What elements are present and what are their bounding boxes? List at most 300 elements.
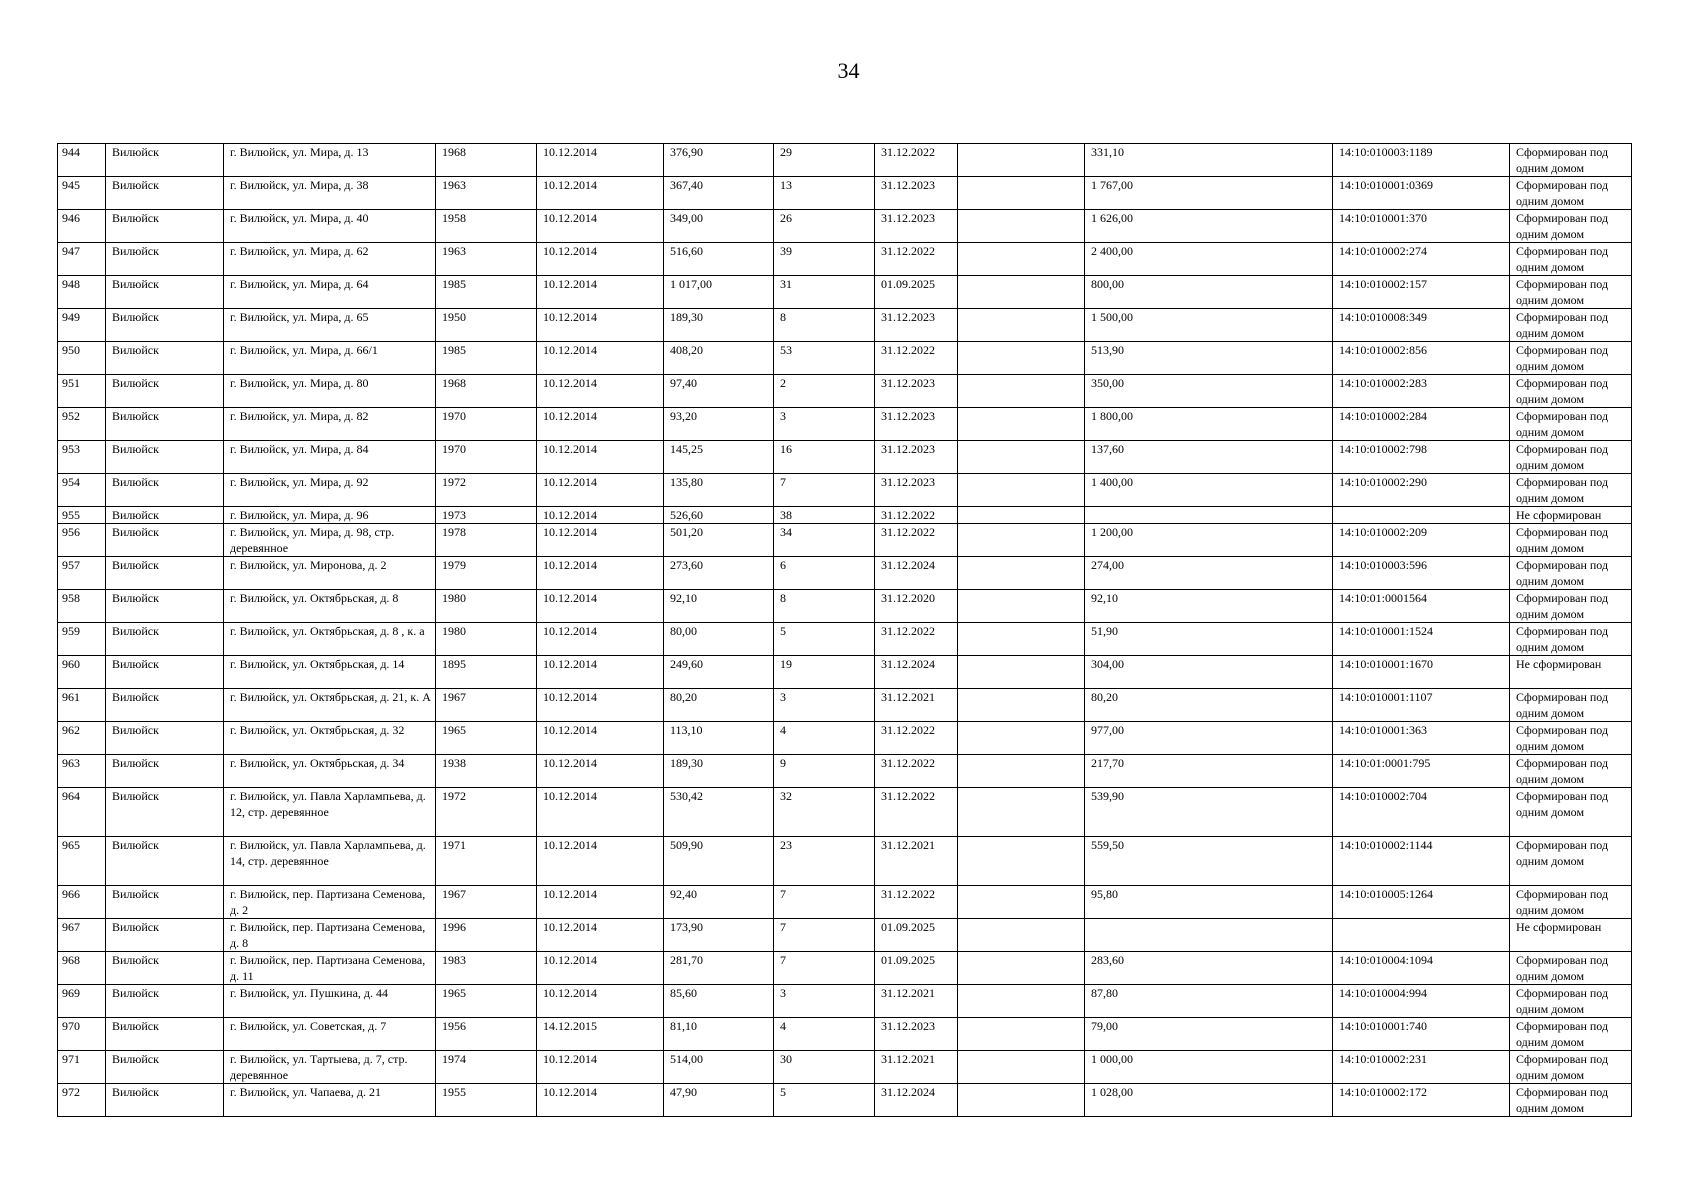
blank-cell-cell: [958, 788, 1085, 837]
settlement-cell: Вилюйск: [106, 177, 224, 210]
registry-body: [58, 144, 1632, 1117]
table-row: [58, 623, 1632, 656]
inclusion-date-cell: 10.12.2014: [537, 441, 664, 474]
resettlement-deadline-cell: 31.12.2022: [875, 342, 958, 375]
total-area-cell: 501,20: [664, 524, 774, 557]
row-number-cell: 956: [58, 524, 106, 557]
land-area-cell: 350,00: [1085, 375, 1333, 408]
settlement-cell: Вилюйск: [106, 441, 224, 474]
page-number: 34: [837, 58, 860, 83]
land-area-cell: 331,10: [1085, 144, 1333, 177]
land-area-cell: 1 800,00: [1085, 408, 1333, 441]
table-row: [58, 507, 1632, 524]
resettlement-deadline-cell: 31.12.2022: [875, 722, 958, 755]
build-year-cell: 1983: [436, 952, 537, 985]
address-cell: г. Вилюйск, пер. Партизана Семенова, д. 2: [224, 886, 436, 919]
blank-cell-cell: [958, 276, 1085, 309]
settlement-cell: Вилюйск: [106, 886, 224, 919]
settlement-cell: Вилюйск: [106, 210, 224, 243]
inclusion-date-cell: 10.12.2014: [537, 919, 664, 952]
row-number-cell: 952: [58, 408, 106, 441]
settlement-cell: Вилюйск: [106, 1051, 224, 1084]
row-number-cell: 958: [58, 590, 106, 623]
cadastral-number-cell: 14:10:01:0001:795: [1333, 755, 1510, 788]
resettlement-deadline-cell: 31.12.2023: [875, 309, 958, 342]
blank-cell-cell: [958, 590, 1085, 623]
residents-count-cell: 39: [774, 243, 875, 276]
residents-count-cell: 7: [774, 886, 875, 919]
cadastral-number-cell: 14:10:010008:349: [1333, 309, 1510, 342]
inclusion-date-cell: 10.12.2014: [537, 177, 664, 210]
land-status-cell: Сформирован под одним домом: [1510, 952, 1632, 985]
row-number-cell: 972: [58, 1084, 106, 1117]
address-cell: г. Вилюйск, ул. Октябрьская, д. 21, к. А: [224, 689, 436, 722]
resettlement-deadline-cell: 31.12.2024: [875, 656, 958, 689]
blank-cell-cell: [958, 985, 1085, 1018]
land-status-cell: Сформирован под одним домом: [1510, 243, 1632, 276]
settlement-cell: Вилюйск: [106, 507, 224, 524]
cadastral-number-cell: [1333, 919, 1510, 952]
residents-count-cell: 29: [774, 144, 875, 177]
settlement-cell: Вилюйск: [106, 952, 224, 985]
cadastral-number-cell: 14:10:010002:290: [1333, 474, 1510, 507]
inclusion-date-cell: 10.12.2014: [537, 623, 664, 656]
residents-count-cell: 8: [774, 590, 875, 623]
resettlement-deadline-cell: 31.12.2023: [875, 441, 958, 474]
row-number-cell: 953: [58, 441, 106, 474]
settlement-cell: Вилюйск: [106, 755, 224, 788]
total-area-cell: 97,40: [664, 375, 774, 408]
resettlement-deadline-cell: 31.12.2022: [875, 623, 958, 656]
settlement-cell: Вилюйск: [106, 342, 224, 375]
cadastral-number-cell: 14:10:010002:283: [1333, 375, 1510, 408]
table-row: [58, 689, 1632, 722]
residents-count-cell: 4: [774, 722, 875, 755]
resettlement-deadline-cell: 31.12.2023: [875, 1018, 958, 1051]
cadastral-number-cell: 14:10:010002:172: [1333, 1084, 1510, 1117]
land-status-cell: Сформирован под одним домом: [1510, 788, 1632, 837]
build-year-cell: 1979: [436, 557, 537, 590]
total-area-cell: 81,10: [664, 1018, 774, 1051]
land-status-cell: Сформирован под одним домом: [1510, 524, 1632, 557]
cadastral-number-cell: 14:10:01:0001564: [1333, 590, 1510, 623]
build-year-cell: 1895: [436, 656, 537, 689]
address-cell: г. Вилюйск, пер. Партизана Семенова, д. 11: [224, 952, 436, 985]
residents-count-cell: 5: [774, 1084, 875, 1117]
build-year-cell: 1978: [436, 524, 537, 557]
inclusion-date-cell: 10.12.2014: [537, 755, 664, 788]
land-area-cell: 1 028,00: [1085, 1084, 1333, 1117]
inclusion-date-cell: 10.12.2014: [537, 210, 664, 243]
land-area-cell: 1 000,00: [1085, 1051, 1333, 1084]
cadastral-number-cell: 14:10:010004:1094: [1333, 952, 1510, 985]
inclusion-date-cell: 10.12.2014: [537, 788, 664, 837]
cadastral-number-cell: 14:10:010002:856: [1333, 342, 1510, 375]
inclusion-date-cell: 10.12.2014: [537, 309, 664, 342]
total-area-cell: 189,30: [664, 309, 774, 342]
row-number-cell: 963: [58, 755, 106, 788]
resettlement-deadline-cell: 31.12.2022: [875, 507, 958, 524]
resettlement-deadline-cell: 31.12.2023: [875, 210, 958, 243]
cadastral-number-cell: [1333, 507, 1510, 524]
blank-cell-cell: [958, 507, 1085, 524]
residents-count-cell: 7: [774, 952, 875, 985]
cadastral-number-cell: 14:10:010001:370: [1333, 210, 1510, 243]
resettlement-deadline-cell: 31.12.2022: [875, 886, 958, 919]
residents-count-cell: 53: [774, 342, 875, 375]
build-year-cell: 1965: [436, 722, 537, 755]
settlement-cell: Вилюйск: [106, 309, 224, 342]
residents-count-cell: 32: [774, 788, 875, 837]
inclusion-date-cell: 10.12.2014: [537, 243, 664, 276]
land-status-cell: Сформирован под одним домом: [1510, 144, 1632, 177]
residents-count-cell: 5: [774, 623, 875, 656]
row-number-cell: 955: [58, 507, 106, 524]
land-status-cell: Не сформирован: [1510, 919, 1632, 952]
blank-cell-cell: [958, 309, 1085, 342]
land-status-cell: Сформирован под одним домом: [1510, 276, 1632, 309]
total-area-cell: 509,90: [664, 837, 774, 886]
total-area-cell: 349,00: [664, 210, 774, 243]
land-area-cell: 977,00: [1085, 722, 1333, 755]
row-number-cell: 970: [58, 1018, 106, 1051]
inclusion-date-cell: 10.12.2014: [537, 1084, 664, 1117]
land-area-cell: 2 400,00: [1085, 243, 1333, 276]
build-year-cell: 1985: [436, 342, 537, 375]
address-cell: г. Вилюйск, ул. Мира, д. 82: [224, 408, 436, 441]
total-area-cell: 273,60: [664, 557, 774, 590]
inclusion-date-cell: 10.12.2014: [537, 507, 664, 524]
blank-cell-cell: [958, 243, 1085, 276]
row-number-cell: 950: [58, 342, 106, 375]
row-number-cell: 948: [58, 276, 106, 309]
land-area-cell: 1 200,00: [1085, 524, 1333, 557]
total-area-cell: 93,20: [664, 408, 774, 441]
row-number-cell: 969: [58, 985, 106, 1018]
table-row: [58, 886, 1632, 919]
build-year-cell: 1972: [436, 788, 537, 837]
inclusion-date-cell: 10.12.2014: [537, 722, 664, 755]
blank-cell-cell: [958, 656, 1085, 689]
address-cell: г. Вилюйск, ул. Чапаева, д. 21: [224, 1084, 436, 1117]
row-number-cell: 966: [58, 886, 106, 919]
land-status-cell: Не сформирован: [1510, 656, 1632, 689]
resettlement-deadline-cell: 31.12.2022: [875, 755, 958, 788]
build-year-cell: 1950: [436, 309, 537, 342]
inclusion-date-cell: 10.12.2014: [537, 524, 664, 557]
land-status-cell: Сформирован под одним домом: [1510, 722, 1632, 755]
land-area-cell: 304,00: [1085, 656, 1333, 689]
blank-cell-cell: [958, 1084, 1085, 1117]
resettlement-deadline-cell: 31.12.2022: [875, 788, 958, 837]
row-number-cell: 968: [58, 952, 106, 985]
address-cell: г. Вилюйск, ул. Мира, д. 64: [224, 276, 436, 309]
inclusion-date-cell: 10.12.2014: [537, 985, 664, 1018]
residents-count-cell: 31: [774, 276, 875, 309]
land-area-cell: 1 400,00: [1085, 474, 1333, 507]
build-year-cell: 1965: [436, 985, 537, 1018]
address-cell: г. Вилюйск, ул. Октябрьская, д. 14: [224, 656, 436, 689]
row-number-cell: 949: [58, 309, 106, 342]
build-year-cell: 1968: [436, 375, 537, 408]
land-status-cell: Сформирован под одним домом: [1510, 689, 1632, 722]
address-cell: г. Вилюйск, ул. Мира, д. 13: [224, 144, 436, 177]
cadastral-number-cell: 14:10:010002:284: [1333, 408, 1510, 441]
resettlement-deadline-cell: 31.12.2021: [875, 837, 958, 886]
row-number-cell: 946: [58, 210, 106, 243]
build-year-cell: 1972: [436, 474, 537, 507]
cadastral-number-cell: 14:10:010002:209: [1333, 524, 1510, 557]
blank-cell-cell: [958, 210, 1085, 243]
total-area-cell: 85,60: [664, 985, 774, 1018]
table-row: [58, 276, 1632, 309]
row-number-cell: 957: [58, 557, 106, 590]
build-year-cell: 1958: [436, 210, 537, 243]
settlement-cell: Вилюйск: [106, 590, 224, 623]
address-cell: г. Вилюйск, ул. Павла Харлампьева, д. 12, стр. деревянное: [224, 788, 436, 837]
address-cell: г. Вилюйск, ул. Мира, д. 40: [224, 210, 436, 243]
land-status-cell: Сформирован под одним домом: [1510, 985, 1632, 1018]
address-cell: г. Вилюйск, ул. Мира, д. 96: [224, 507, 436, 524]
resettlement-deadline-cell: 31.12.2024: [875, 1084, 958, 1117]
blank-cell-cell: [958, 524, 1085, 557]
residents-count-cell: 4: [774, 1018, 875, 1051]
cadastral-number-cell: 14:10:010002:231: [1333, 1051, 1510, 1084]
resettlement-deadline-cell: 31.12.2021: [875, 985, 958, 1018]
table-row: [58, 788, 1632, 837]
build-year-cell: 1955: [436, 1084, 537, 1117]
settlement-cell: Вилюйск: [106, 276, 224, 309]
total-area-cell: 249,60: [664, 656, 774, 689]
total-area-cell: 189,30: [664, 755, 774, 788]
total-area-cell: 530,42: [664, 788, 774, 837]
blank-cell-cell: [958, 557, 1085, 590]
build-year-cell: 1963: [436, 177, 537, 210]
address-cell: г. Вилюйск, ул. Октябрьская, д. 8: [224, 590, 436, 623]
build-year-cell: 1963: [436, 243, 537, 276]
land-status-cell: Не сформирован: [1510, 507, 1632, 524]
row-number-cell: 964: [58, 788, 106, 837]
row-number-cell: 944: [58, 144, 106, 177]
land-status-cell: Сформирован под одним домом: [1510, 1084, 1632, 1117]
blank-cell-cell: [958, 722, 1085, 755]
residents-count-cell: 7: [774, 474, 875, 507]
address-cell: г. Вилюйск, ул. Советская, д. 7: [224, 1018, 436, 1051]
row-number-cell: 951: [58, 375, 106, 408]
housing-registry-table: [57, 143, 1632, 1117]
land-status-cell: Сформирован под одним домом: [1510, 342, 1632, 375]
address-cell: г. Вилюйск, ул. Миронова, д. 2: [224, 557, 436, 590]
table-row: [58, 408, 1632, 441]
residents-count-cell: 7: [774, 919, 875, 952]
blank-cell-cell: [958, 375, 1085, 408]
settlement-cell: Вилюйск: [106, 408, 224, 441]
cadastral-number-cell: 14:10:010005:1264: [1333, 886, 1510, 919]
total-area-cell: 376,90: [664, 144, 774, 177]
total-area-cell: 367,40: [664, 177, 774, 210]
settlement-cell: Вилюйск: [106, 375, 224, 408]
build-year-cell: 1996: [436, 919, 537, 952]
inclusion-date-cell: 10.12.2014: [537, 342, 664, 375]
table-row: [58, 474, 1632, 507]
residents-count-cell: 6: [774, 557, 875, 590]
address-cell: г. Вилюйск, ул. Мира, д. 98, стр. деревянное: [224, 524, 436, 557]
resettlement-deadline-cell: 31.12.2022: [875, 144, 958, 177]
cadastral-number-cell: 14:10:010001:1670: [1333, 656, 1510, 689]
land-status-cell: Сформирован под одним домом: [1510, 886, 1632, 919]
table-row: [58, 656, 1632, 689]
land-status-cell: Сформирован под одним домом: [1510, 441, 1632, 474]
land-area-cell: 51,90: [1085, 623, 1333, 656]
cadastral-number-cell: 14:10:010002:798: [1333, 441, 1510, 474]
inclusion-date-cell: 10.12.2014: [537, 886, 664, 919]
inclusion-date-cell: 10.12.2014: [537, 408, 664, 441]
blank-cell-cell: [958, 1018, 1085, 1051]
residents-count-cell: 26: [774, 210, 875, 243]
inclusion-date-cell: 10.12.2014: [537, 557, 664, 590]
resettlement-deadline-cell: 31.12.2023: [875, 408, 958, 441]
total-area-cell: 80,00: [664, 623, 774, 656]
total-area-cell: 281,70: [664, 952, 774, 985]
inclusion-date-cell: 10.12.2014: [537, 144, 664, 177]
table-row: [58, 1084, 1632, 1117]
cadastral-number-cell: 14:10:010002:157: [1333, 276, 1510, 309]
land-area-cell: 1 500,00: [1085, 309, 1333, 342]
inclusion-date-cell: 10.12.2014: [537, 1051, 664, 1084]
total-area-cell: 145,25: [664, 441, 774, 474]
blank-cell-cell: [958, 441, 1085, 474]
row-number-cell: 971: [58, 1051, 106, 1084]
settlement-cell: Вилюйск: [106, 689, 224, 722]
total-area-cell: 92,40: [664, 886, 774, 919]
resettlement-deadline-cell: 31.12.2021: [875, 1051, 958, 1084]
inclusion-date-cell: 10.12.2014: [537, 375, 664, 408]
inclusion-date-cell: 10.12.2014: [537, 837, 664, 886]
build-year-cell: 1970: [436, 408, 537, 441]
total-area-cell: 47,90: [664, 1084, 774, 1117]
blank-cell-cell: [958, 689, 1085, 722]
table-row: [58, 177, 1632, 210]
cadastral-number-cell: 14:10:010001:1107: [1333, 689, 1510, 722]
residents-count-cell: 30: [774, 1051, 875, 1084]
residents-count-cell: 8: [774, 309, 875, 342]
blank-cell-cell: [958, 919, 1085, 952]
land-status-cell: Сформирован под одним домом: [1510, 177, 1632, 210]
cadastral-number-cell: 14:10:010001:1524: [1333, 623, 1510, 656]
row-number-cell: 965: [58, 837, 106, 886]
residents-count-cell: 23: [774, 837, 875, 886]
build-year-cell: 1973: [436, 507, 537, 524]
land-area-cell: 95,80: [1085, 886, 1333, 919]
build-year-cell: 1967: [436, 886, 537, 919]
resettlement-deadline-cell: 31.12.2023: [875, 474, 958, 507]
inclusion-date-cell: 10.12.2014: [537, 689, 664, 722]
cadastral-number-cell: 14:10:010001:0369: [1333, 177, 1510, 210]
settlement-cell: Вилюйск: [106, 722, 224, 755]
address-cell: г. Вилюйск, пер. Партизана Семенова, д. 8: [224, 919, 436, 952]
land-area-cell: 80,20: [1085, 689, 1333, 722]
settlement-cell: Вилюйск: [106, 919, 224, 952]
table-row: [58, 210, 1632, 243]
land-area-cell: [1085, 919, 1333, 952]
settlement-cell: Вилюйск: [106, 474, 224, 507]
build-year-cell: 1956: [436, 1018, 537, 1051]
land-status-cell: Сформирован под одним домом: [1510, 375, 1632, 408]
table-row: [58, 919, 1632, 952]
cadastral-number-cell: 14:10:010001:363: [1333, 722, 1510, 755]
land-status-cell: Сформирован под одним домом: [1510, 474, 1632, 507]
land-area-cell: 137,60: [1085, 441, 1333, 474]
table-row: [58, 375, 1632, 408]
land-area-cell: 513,90: [1085, 342, 1333, 375]
land-area-cell: 1 626,00: [1085, 210, 1333, 243]
address-cell: г. Вилюйск, ул. Мира, д. 66/1: [224, 342, 436, 375]
row-number-cell: 947: [58, 243, 106, 276]
total-area-cell: 526,60: [664, 507, 774, 524]
table-row: [58, 524, 1632, 557]
address-cell: г. Вилюйск, ул. Тартыева, д. 7, стр. деревянное: [224, 1051, 436, 1084]
residents-count-cell: 38: [774, 507, 875, 524]
cadastral-number-cell: 14:10:010004:994: [1333, 985, 1510, 1018]
settlement-cell: Вилюйск: [106, 144, 224, 177]
build-year-cell: 1971: [436, 837, 537, 886]
address-cell: г. Вилюйск, ул. Мира, д. 65: [224, 309, 436, 342]
build-year-cell: 1980: [436, 623, 537, 656]
total-area-cell: 135,80: [664, 474, 774, 507]
address-cell: г. Вилюйск, ул. Октябрьская, д. 8 , к. а: [224, 623, 436, 656]
inclusion-date-cell: 14.12.2015: [537, 1018, 664, 1051]
blank-cell-cell: [958, 886, 1085, 919]
inclusion-date-cell: 10.12.2014: [537, 474, 664, 507]
settlement-cell: Вилюйск: [106, 656, 224, 689]
table-row: [58, 243, 1632, 276]
table-row: [58, 1051, 1632, 1084]
build-year-cell: 1980: [436, 590, 537, 623]
residents-count-cell: 3: [774, 985, 875, 1018]
cadastral-number-cell: 14:10:010003:596: [1333, 557, 1510, 590]
resettlement-deadline-cell: 01.09.2025: [875, 919, 958, 952]
table-row: [58, 952, 1632, 985]
build-year-cell: 1968: [436, 144, 537, 177]
blank-cell-cell: [958, 474, 1085, 507]
total-area-cell: 173,90: [664, 919, 774, 952]
table-row: [58, 755, 1632, 788]
cadastral-number-cell: 14:10:010002:274: [1333, 243, 1510, 276]
total-area-cell: 516,60: [664, 243, 774, 276]
resettlement-deadline-cell: 31.12.2021: [875, 689, 958, 722]
settlement-cell: Вилюйск: [106, 623, 224, 656]
table-row: [58, 309, 1632, 342]
residents-count-cell: 13: [774, 177, 875, 210]
resettlement-deadline-cell: 31.12.2023: [875, 177, 958, 210]
row-number-cell: 960: [58, 656, 106, 689]
land-status-cell: Сформирован под одним домом: [1510, 408, 1632, 441]
table-row: [58, 144, 1632, 177]
land-area-cell: 87,80: [1085, 985, 1333, 1018]
settlement-cell: Вилюйск: [106, 243, 224, 276]
settlement-cell: Вилюйск: [106, 1018, 224, 1051]
residents-count-cell: 3: [774, 689, 875, 722]
land-area-cell: 217,70: [1085, 755, 1333, 788]
residents-count-cell: 3: [774, 408, 875, 441]
settlement-cell: Вилюйск: [106, 524, 224, 557]
land-area-cell: 539,90: [1085, 788, 1333, 837]
settlement-cell: Вилюйск: [106, 985, 224, 1018]
residents-count-cell: 16: [774, 441, 875, 474]
cadastral-number-cell: 14:10:010003:1189: [1333, 144, 1510, 177]
blank-cell-cell: [958, 342, 1085, 375]
build-year-cell: 1967: [436, 689, 537, 722]
